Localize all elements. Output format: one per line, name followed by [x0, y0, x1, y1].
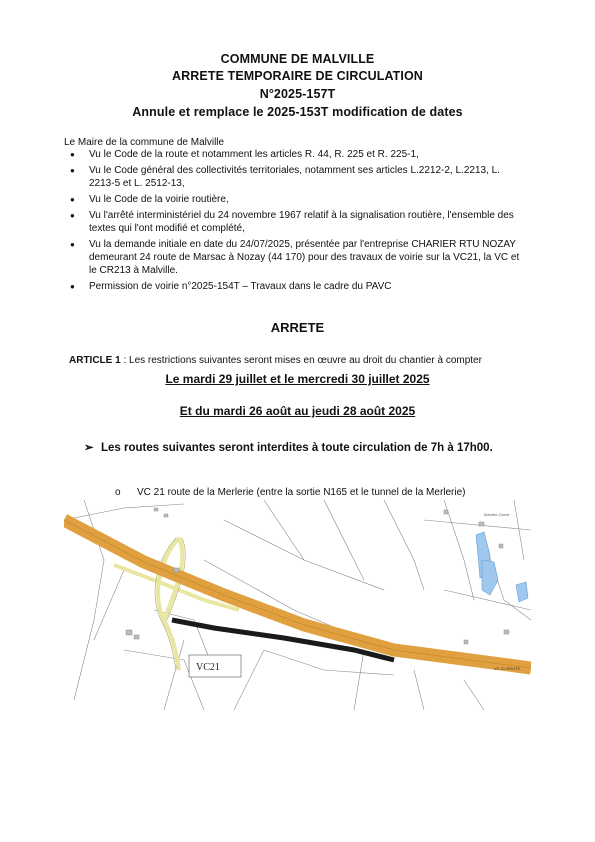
route-map [64, 500, 531, 710]
article-1-text: : Les restrictions suivantes seront mises en œuvre au droit du chantier à compter [120, 355, 482, 366]
considerant-item: ● Vu le Code général des collectivités territoriales, notamment ses articles L.2212-2, L.2213, L. 2213-5 et L. 2512-13, [70, 164, 500, 189]
document-title: ARRETE TEMPORAIRE DE CIRCULATION [172, 69, 423, 83]
arrow-right-icon: ➢ [84, 442, 94, 454]
bullet-dot-icon: ● [70, 281, 75, 291]
commune-title: COMMUNE DE MALVILLE [220, 52, 375, 66]
considerants-list [64, 148, 524, 296]
considerant-item: ● Vu le Code de la route et notamment les articles R. 44, R. 225 et R. 225-1, [70, 149, 419, 160]
route-item: o VC 21 route de la Merlerie (entre la sortie N165 et le tunnel de la Merlerie) [115, 487, 466, 498]
bullet-dot-icon: ● [70, 210, 75, 220]
intro-text: Le Maire de la commune de Malville [64, 137, 225, 148]
arrete-heading: ARRETE [270, 320, 325, 335]
bullet-dot-icon: ● [70, 150, 75, 159]
considerant-item: ● Permission de voirie n°2025-154T – Travaux dans le cadre du PAVC [70, 280, 392, 292]
bullet-dot-icon: ● [70, 165, 75, 175]
circle-outline-icon: o [115, 487, 121, 498]
routes-heading: ➢ Les routes suivantes seront interdites à toute circulation de 7h à 17h00. [84, 442, 493, 454]
considerant-item: ● Vu l'arrêté interministériel du 24 novembre 1967 relatif à la signalisation routière, l'ensemble des textes qui l'ont modifié et complété, [70, 209, 514, 234]
map-place-label: VC 21 ROUTE [494, 666, 521, 671]
bullet-dot-icon: ● [70, 239, 75, 249]
article-1-label: ARTICLE 1 [69, 355, 121, 366]
bullet-dot-icon: ● [70, 194, 75, 204]
considerant-item: ● Vu la demande initiale en date du 24/07/2025, présentée par l'entreprise CHARIER RTU NOZAY demeurant 24 route de Marsac à Nozay (44 170) pour des travaux de voirie sur la VC21, la VC et le CR213 à Malville. [70, 238, 520, 276]
decree-subtitle: Annule et remplace le 2025-153T modification de dates [132, 105, 463, 119]
considerant-item: ● Vu le Code de la voirie routière, [70, 193, 229, 205]
decree-number: N°2025-157T [259, 87, 336, 101]
date-period-1: Le mardi 29 juillet et le mercredi 30 juillet 2025 [165, 372, 430, 386]
date-period-2: Et du mardi 26 août au jeudi 28 août 2025 [179, 404, 416, 418]
map-place-label: Malville-Ouest [484, 512, 510, 517]
map-label-vc21: VC21 [196, 662, 220, 673]
article-1 [69, 355, 482, 366]
